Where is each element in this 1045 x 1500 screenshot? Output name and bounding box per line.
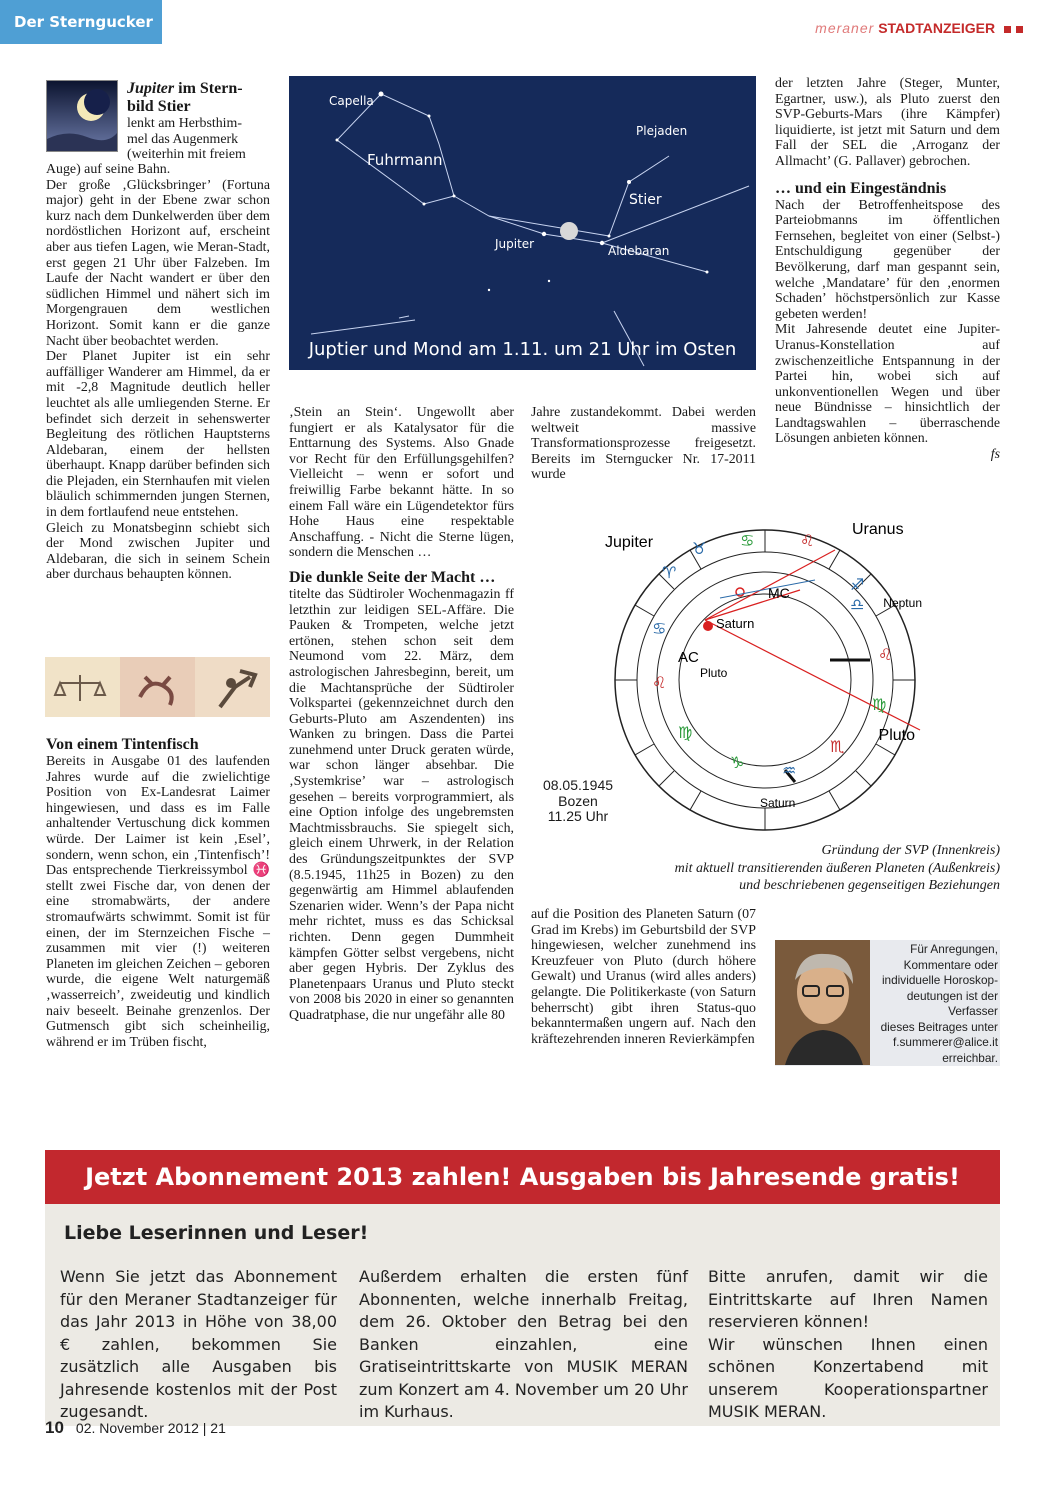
- svg-text:♐: ♐: [850, 575, 865, 594]
- third-top-text: Jahre zustandekommt. Dabei werden weltweit massive Transformationsprozesse freigesetzt. Bereits im Sterngucker Nr. 17-2011 wurde: [531, 405, 756, 483]
- jupiter-title-name: Jupiter: [127, 80, 175, 97]
- chart-caption-line-1: Gründung der SVP (Innenkreis): [821, 843, 1000, 858]
- svg-text:♎: ♎: [850, 595, 865, 614]
- contact-line: individuelle Horoskop-: [881, 973, 998, 987]
- macht-heading: Die dunkle Seite der Macht …: [289, 568, 496, 586]
- page-footer: [45, 1418, 226, 1438]
- chart-date: 08.05.1945: [542, 777, 614, 793]
- chart-label-mc: MC: [768, 585, 790, 601]
- star-label-stier: Stier: [629, 192, 662, 208]
- contact-line: dieses Beitrages unter: [880, 1019, 998, 1034]
- subscription-col-3b: Wir wünschen Ihnen einen schönen Konzertabend mit unserem Kooperationspartner MUSIK MERAN.: [708, 1334, 988, 1421]
- svg-text:♋: ♋: [652, 619, 667, 638]
- svg-text:♉: ♉: [692, 539, 707, 558]
- jupiter-para-4: Gleich zu Monatsbeginn schiebt sich der Mond zwischen Jupiter und Aldebaran, die sich in seinem Schein aber durchaus behaupten können.: [46, 520, 270, 583]
- svg-text:♏: ♏: [830, 737, 845, 756]
- tintenfisch-text: Bereits in Ausgabe 01 des laufenden Jahres wurde auf die zwielichtige Position von Ex-Landesrat Laimer hingewiesen, und dass es im Falle anhaltender Vertuschung dick kommen würde. Der Laimer ist kein ‚Esel’, sondern, wenn schon, ein ‚Tintenfisch’! Das entsprechende Tierkreissymbol ♓ stellt zwei Fische dar, von denen der eine stromabwärts, der andere stromaufwärts schwimmt. Somit ist für einen, der im Sternzeichen Fische – zusammen mit vier (!) weiteren Planeten im gleichen Zeichen – geboren wurde, die eigene Welt naturgemäß ‚wasserreich’, zweideutig und kindlich naiv beseelt. Beinahe grenzenlos. Der Gutmensch gibt sich scheinheilig, während er im Trüben fischt,: [46, 754, 270, 1050]
- star-label-aldebaran: Aldebaran: [608, 244, 670, 258]
- subscription-col-3a: Bitte anrufen, damit wir die Eintrittskarte auf Ihren Namen reservieren können!: [708, 1267, 988, 1331]
- chart-caption-line-3: und beschriebenen gegenseitigen Beziehungen: [739, 878, 1000, 893]
- jupiter-para-2: Der große ‚Glücksbringer’ (Fortuna major) geht in der Ebene zwar schon kurz nach dem Dunkelwerden über dem nordöstlichen Horizont auf, erscheint aber aus tiefen Lagen, wie Meran-Stadt, erst gegen 21 Uhr über Falzeben. Im Laufe der Nacht wandert er über den südlichen Himmel und nähert sich im Morgengrauen dem westlichen Horizont. Somit kann er die ganze Nacht über beobachtet werden.: [46, 177, 270, 349]
- page-number: 10: [45, 1418, 64, 1437]
- tintenfisch-heading: Von einem Tintenfisch: [46, 736, 199, 753]
- eingestaendnis-heading: … und ein Eingeständnis: [775, 179, 947, 197]
- jupiter-para-3: Der Planet Jupiter ist ein sehr auffälliger Wanderer am Himmel, da er mit -2,8 Magnitude deutlich heller leuchtet als alle umliegenden Sterne. Er befindet sich derzeit in sehenswerter Begleitung des rötlichen Hauptsterns Aldebaran, einem der hellsten überhaupt. Knapp darüber befinden sich die Plejaden, ein Sternhaufen mit vielen bläulich schimmernden jungen Sternen, in dem fortlaufend neue entstehen.: [46, 349, 270, 521]
- subscription-greeting: Liebe Leserinnen und Leser!: [64, 1222, 369, 1244]
- svg-text:♑: ♑: [730, 753, 745, 772]
- chart-place: Bozen: [558, 792, 598, 809]
- horoscope-chart: [600, 520, 940, 840]
- macht-text: titelte das Südtiroler Wochenmagazin ff letzthin zur leidigen SEL-Affäre. Die Pauken & Trompeten, welche jetzt ertönen, stehen schon seit dem Neumond vom 22. März, dem astrologischen Jahresbeginn, bereit, um die Machtansprüche der Südtiroler Volkspartei (gekennzeichnet durch den Geburts-Pluto am Aszendenten) ins Wanken zu bringen. Dass die Partei zunehmend unter Druck geraten würde, war schon länger absehbar. Die ‚Systemkrise’ war – astrologisch gesehen – bereits vorprogrammiert, als eine Option infolge des ungebremsten Machtmissbrauchs. Sie spiegelt sich, gleich einem Uhrwerk, in der Relation des Gründungszeitpunktes der SVP (8.5.1945, 11h25 in Bozen) zu den gegenwärtig am Himmel ablaufenden Szenarien wider. Wenn’s der Papa nicht mehr richtet, muss es das Schicksal richten. Denn gegen Dummheit kämpfen Götter selbst vergebens, nicht aber gegen Hybris. Der Zyklus des Planetenpaars Uranus und Pluto steckt von 2008 bis 2020 in einer so genannten Quadratphase, die nur ungefähr alle 80: [289, 586, 514, 1023]
- brand-word-stadtanzeiger: STADTANZEIGER: [878, 20, 996, 36]
- jupiter-para-1: Auge) auf seine Bahn.: [46, 162, 171, 177]
- svg-text:♋: ♋: [740, 531, 755, 550]
- chart-label-jupiter: Jupiter: [605, 534, 654, 551]
- intro-line-2: mel das Augenmerk: [127, 131, 239, 147]
- chart-label-uranus: Uranus: [852, 521, 904, 538]
- star-map-image: [289, 76, 756, 370]
- chart-label-saturn-inner: Saturn: [716, 616, 755, 631]
- svg-text:♌: ♌: [652, 673, 667, 692]
- star-label-capella: Capella: [329, 94, 374, 108]
- subscription-col-2: Außerdem erhalten die ersten fünf Abonnenten, welche innerhalb Freitag, dem 26. Oktober den Betrag bei den Banken einzahlen, eine Gratiseintrittskarte von MUSIK MERAN zum Konzert am 4. November um 20 Uhr im Kurhaus.: [359, 1267, 688, 1421]
- zodiac-image: [45, 657, 270, 717]
- chart-label-neptun: Neptun: [883, 596, 922, 610]
- moon-icon: [46, 80, 118, 152]
- contact-line: Kommentare oder: [903, 957, 998, 972]
- brand-square-icon: [1004, 26, 1011, 33]
- right-top-text: der letzten Jahre (Steger, Munter, Egartner, usw.), als Pluto zuerst den SVP-Geburts-Mars (ihre Kämpfer) liquidierte, ist jetzt mit Saturn und dem Fall der SEL die ‚Arroganz der Allmacht’ (G. Pallaver) gebrochen.: [775, 76, 1000, 169]
- eingestaendnis-text: Nach der Betroffenheitspose des Parteiobmanns im öffentlichen Fernsehen, begleitet von einer (Selbst-) Entschuldigung gegenüber der Bevölkerung, darf man gespannt sein, welche ‚Mandatare’ für den ‚enormen Schaden’ höchstpersönlich zur Kasse gebeten werden!: [775, 197, 1000, 322]
- star-label-jupiter: Jupiter: [495, 237, 535, 251]
- star-label-plejaden: Plejaden: [636, 124, 688, 138]
- svg-text:♈: ♈: [662, 563, 677, 582]
- chart-label-pluto-outer: Pluto: [878, 727, 915, 744]
- contact-line: erreichbar.: [942, 1050, 998, 1065]
- contact-text: [872, 942, 998, 1066]
- issue-date: 02. November 2012 | 21: [75, 1420, 226, 1436]
- eingestaendnis-text-2: Mit Jahresende deutet eine Jupiter-Uranus-Konstellation auf zwischenzeitliche Entspannung in der Partei hin, wobei sich auf unkonventionellen Wegen und über neue Bündnisse – hinsichtlich der Landtagswahlen – überraschende Lösungen anbieten können.: [775, 322, 1000, 447]
- chart-label-saturn-outer: Saturn: [760, 796, 796, 810]
- author-photo: [775, 940, 870, 1065]
- chart-caption-line-2: mit aktuell transitierenden äußeren Planeten (Außenkreis): [674, 860, 1000, 876]
- star-label-fuhrmann: Fuhrmann: [367, 151, 443, 169]
- chart-caption: [540, 842, 1000, 895]
- svg-text:♒: ♒: [782, 761, 797, 780]
- subscription-col-1: Wenn Sie jetzt das Abonnement für den Meraner Stadtanzeiger für das Jahr 2013 in Höhe von 38,00 € zahlen, bekommen Sie zusätzlich alle Ausgaben bis Jahresende kostenlos mit der Post zugesandt.: [60, 1267, 337, 1421]
- contact-email[interactable]: f.summerer@alice.it: [892, 1035, 998, 1049]
- svg-text:♌: ♌: [800, 531, 815, 550]
- subscription-banner: Jetzt Abonnement 2013 zahlen! Ausgaben bis Jahresende gratis!: [45, 1150, 1000, 1204]
- chart-label-ac: AC: [678, 649, 699, 666]
- chart-birth-data: [536, 778, 620, 825]
- middle-top-text: ‚Stein an Stein‘. Ungewollt aber fungiert er als Katalysator für die Enttarnung des Systems. Also Gnade vor Recht für den Erfüllungsgehilfen? Vielleicht – wenn er sofort und freiwillig Farbe bekannt hätte. In so einem Fall wäre ein Lügendetektor fürs Hohe Haus eine respektable Anschaffung. - Nicht die Sterne lügen, sondern die Menschen …: [289, 405, 514, 561]
- svg-text:♍: ♍: [872, 695, 887, 714]
- svg-text:♌: ♌: [878, 645, 893, 664]
- brand-word-meraner: meraner: [815, 20, 875, 36]
- intro-line-3: (weiterhin mit freiem: [127, 147, 246, 163]
- chart-label-pluto-inner: Pluto: [700, 666, 728, 680]
- contact-line: deutungen ist der: [906, 988, 998, 1003]
- author-signature: fs: [990, 447, 1000, 463]
- contact-line: Verfasser: [948, 1004, 998, 1018]
- svg-text:♍: ♍: [678, 723, 693, 742]
- jupiter-title-rest: im Stern-: [174, 80, 243, 97]
- contact-line: Für Anregungen,: [910, 942, 998, 956]
- third-bottom-text: auf die Position des Planeten Saturn (07 Grad im Krebs) im Geburtsbild der SVP hingewiesen, welcher zunehmend ins Kreuzfeuer von Pluto (durch höhere Gewalt) und Uranus (wird alles anders) gelangte. Die Politikerkaste (von Saturn beherrscht) gibt ihren Status-quo bekanntermaßen ungern auf. Nach den kräftezehrenden inneren Revierkämpfen: [531, 907, 756, 1047]
- starmap-caption: Juptier und Mond am 1.11. um 21 Uhr im Osten: [308, 339, 737, 360]
- jupiter-title-line2: bild Stier: [127, 98, 191, 115]
- chart-time: 11.25 Uhr: [547, 808, 609, 824]
- intro-line-1: lenkt am Herbsthim-: [127, 116, 242, 131]
- brand-square-icon: [1016, 26, 1023, 33]
- section-tab: Der Sterngucker: [0, 0, 162, 44]
- brand-logo: [815, 20, 1023, 36]
